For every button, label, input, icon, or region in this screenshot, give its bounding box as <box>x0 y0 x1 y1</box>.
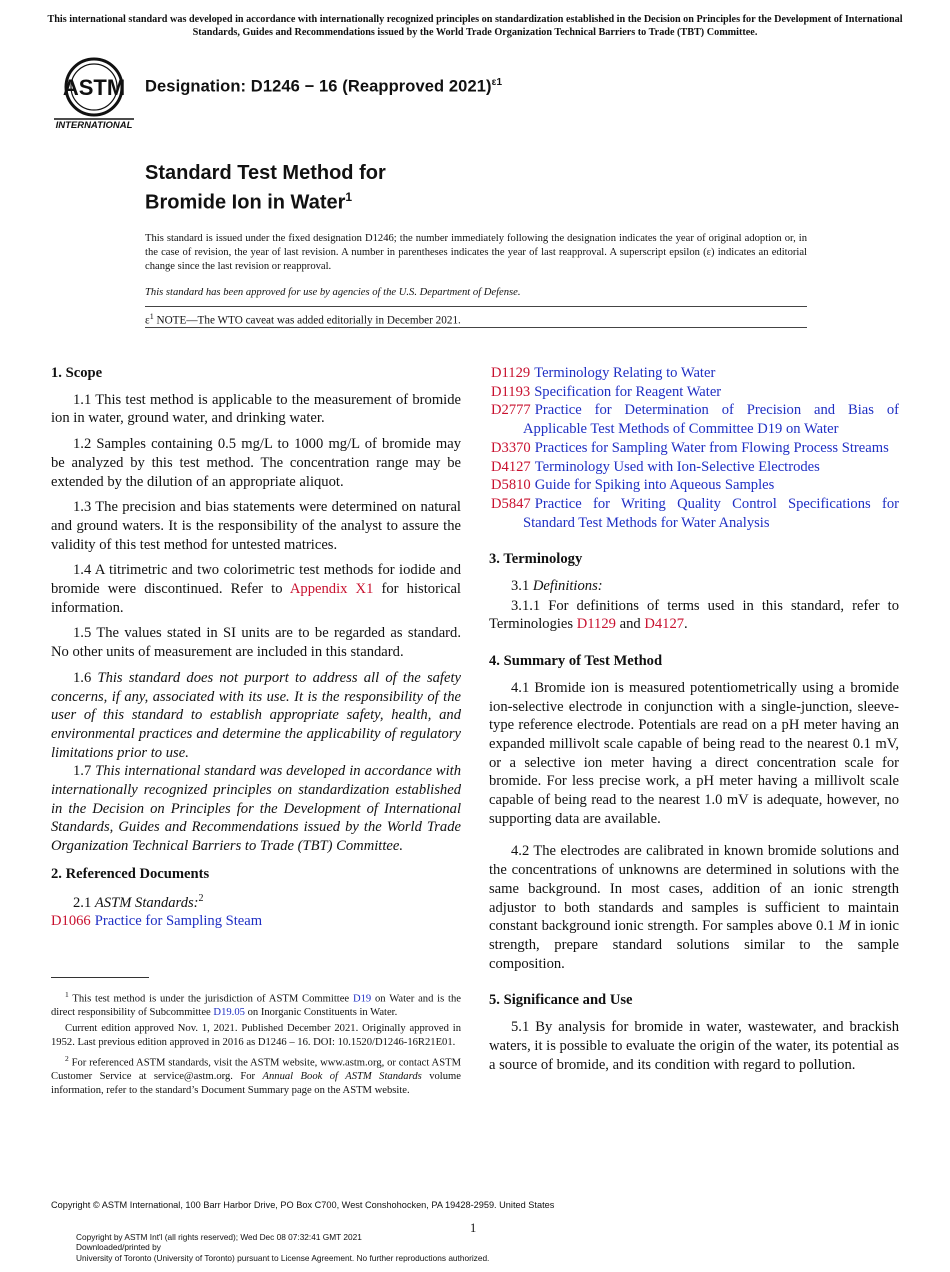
astm-logo <box>52 54 136 134</box>
section-heading-summary: 4. Summary of Test Method <box>489 653 663 670</box>
section-heading-significance: 5. Significance and Use <box>489 992 633 1009</box>
section-heading-referenced: 2. Referenced Documents <box>51 865 210 882</box>
left-column <box>51 364 461 931</box>
footnote-1: $^1$ This test method is under the jurisdiction of ASTM Committee D19 on Water and is the direct responsibility of Subcommittee D19.05 on Inorganic Constituents in Water. <box>51 990 461 1019</box>
paragraph-1-4: 1.4 A titrimetric and two colorimetric test methods for iodide and bromide were discontinued. Refer to Appendix X1 for historical information. <box>51 562 461 616</box>
reference-item[interactable]: D2777 Practice for Determination of Precision and Bias of Applicable Test Methods of Committee D19 on Water <box>491 402 899 438</box>
paragraph-1-5: 1.5 The values stated in SI units are to be regarded as standard. No other units of measurement are included in this standard. <box>51 625 461 661</box>
document-title <box>145 161 386 215</box>
title-line-1: Standard Test Method for <box>145 162 386 184</box>
paragraph-5-1: 5.1 By analysis for bromide in water, wastewater, and brackish waters, it is possible to evaluate the origin of the water, its potential as a source of bromide, and its condition with regard to pollution. <box>489 1019 899 1073</box>
reference-item[interactable]: D1129 Terminology Relating to Water <box>491 365 716 381</box>
reference-item[interactable]: D3370 Practices for Sampling Water from Flowing Process Streams <box>491 439 889 456</box>
wto-banner: This international standard was developed in accordance with internationally recognized principles on standardization established in the Decision on Principles for the Development of International Standards, Guides and Recommendations issued by the World Trade Organization Technical Barriers to Trade (TBT) Committee. <box>47 14 903 38</box>
license-stamp: Copyright by ASTM Int'l (all rights reserved); Wed Dec 08 07:32:41 GMT 2021 Downloaded/printed by University of Toronto (University of Toronto) pursuant to License Agreement. No further reproductions authorized. <box>76 1232 490 1263</box>
reference-item[interactable]: D5810 Guide for Spiking into Aqueous Samples <box>491 477 775 494</box>
d1129-link[interactable]: D1129 <box>576 616 616 633</box>
reference-item[interactable]: D4127 Terminology Used with Ion-Selective Electrodes <box>491 458 820 475</box>
paragraph-4-2: 4.2 The electrodes are calibrated in known bromide solutions and the concentrations of unknowns are determined in solutions with the same background. In most cases, addition of an ionic strength adjustor to both standards and samples is sufficient to maintain constant background ionic strength. For samples above 0.1 M in ionic strength, prepare standard solutions similar to the sample composition. <box>489 843 899 972</box>
page-number: 1 <box>470 1221 477 1235</box>
section-heading-scope: 1. Scope <box>51 365 103 381</box>
footnotes <box>51 988 461 1100</box>
paragraph-1-7: 1.7 This international standard was developed in accordance with internationally recognized principles on standardization established in the Decision on Principles for the Development of International Standards, Guides and Recommendations issued by the World Trade Organization Technical Barriers to Trade (TBT) Committee. <box>51 763 462 855</box>
paragraph-3-1-1: 3.1.1 For definitions of terms used in this standard, refer to Terminologies D1129 and D4127. <box>489 597 899 633</box>
note-bottom-rule <box>145 327 807 328</box>
issued-statement: This standard is issued under the fixed designation D1246; the number immediately following the designation indicates the year of original adoption or, in the case of revision, the year of last revision. A number in parentheses indicates the year of last reapproval. A superscript epsilon (ε) indicates an editorial change since the last revision or reapproval. <box>145 233 807 272</box>
footnote-rule <box>51 977 149 978</box>
section-heading-terminology: 3. Terminology <box>489 551 583 568</box>
title-line-2: Bromide Ion in Water <box>145 191 346 214</box>
note-top-rule <box>145 306 807 307</box>
right-column <box>489 364 899 1081</box>
paragraph-1-3: 1.3 The precision and bias statements were determined on natural and ground waters. It is the responsibility of the analyst to assure the validity of this test method for untested matrices. <box>51 499 461 553</box>
appendix-x1-link[interactable]: Appendix X1 <box>289 581 374 598</box>
paragraph-1-2: 1.2 Samples containing 0.5 mg/L to 1000 mg/L of bromide may be analyzed by this test method. The concentration range may be extended by the dilution of an appropriate aliquot. <box>51 436 461 490</box>
d19-link[interactable]: D19 <box>352 993 372 1005</box>
reference-list <box>475 364 899 532</box>
d4127-link[interactable]: D4127 <box>644 616 685 633</box>
editorial-note: $\varepsilon^1$ NOTE—The WTO caveat was added editorially in December 2021. <box>145 312 461 327</box>
designation-label: Designation: D1246 − 16 (Reapproved 2021) <box>145 77 492 96</box>
reference-item[interactable]: D1066 Practice for Sampling Steam <box>51 913 263 930</box>
logo-text: ASTM <box>62 75 126 100</box>
copyright-line: Copyright © ASTM International, 100 Barr Harbor Drive, PO Box C700, West Conshohocken, PA 19428-2959. United States <box>51 1200 555 1210</box>
logo-subtext: INTERNATIONAL <box>55 120 133 131</box>
paragraph-1-6: 1.6 This standard does not purport to address all of the safety concerns, if any, associated with its use. It is the responsibility of the user of this standard to establish appropriate safety, health, and environmental practices and determine the applicability of regulatory limitations prior to use. <box>51 669 461 761</box>
edition-note: Current edition approved Nov. 1, 2021. Published December 2021. Originally approved in 1952. Last previous edition approved in 2016 as D1246 – 16. DOI: 10.1520/D1246-16R21E01. <box>51 1023 461 1048</box>
dod-approval: This standard has been approved for use by agencies of the U.S. Department of Defense. <box>145 287 521 298</box>
paragraph-1-1: 1.1 This test method is applicable to the measurement of bromide ion in water, ground water, and drinking water. <box>51 391 461 427</box>
designation-superscript: ε1 <box>491 77 503 88</box>
title-footnote-mark: 1 <box>345 190 353 204</box>
reference-item[interactable]: D5847 Practice for Writing Quality Control Specifications for Standard Test Methods for Water Analysis <box>491 495 899 531</box>
paragraph-2-1: 2.1 ASTM Standards:$^2$ <box>73 892 204 911</box>
paragraph-3-1: 3.1 Definitions: <box>511 578 603 595</box>
d19-05-link[interactable]: D19.05 <box>213 1007 245 1019</box>
reference-item[interactable]: D1193 Specification for Reagent Water <box>491 383 722 400</box>
footnote-2: $^2$ For referenced ASTM standards, visit the ASTM website, www.astm.org, or contact ASTM Customer Service at service@astm.org. For Annual Book of ASTM Standards volume information, refer to the standard’s Document Summary page on the ASTM website. <box>51 1053 461 1096</box>
paragraph-4-1: 4.1 Bromide ion is measured potentiometrically using a bromide ion-selective electrode in conjunction with a single-junction, sleeve-type reference electrode. Potentials are read on a pH meter having an expanded millivolt scale capable of being read to the nearest 0.1 mV, or a selective ion meter having a direct concentration scale for bromide. For less precise work, a pH meter having a millivolt scale capable of being read to the nearest 1.0 mV is adequate, however, no supporting data are available. <box>489 679 899 827</box>
designation <box>145 77 502 97</box>
